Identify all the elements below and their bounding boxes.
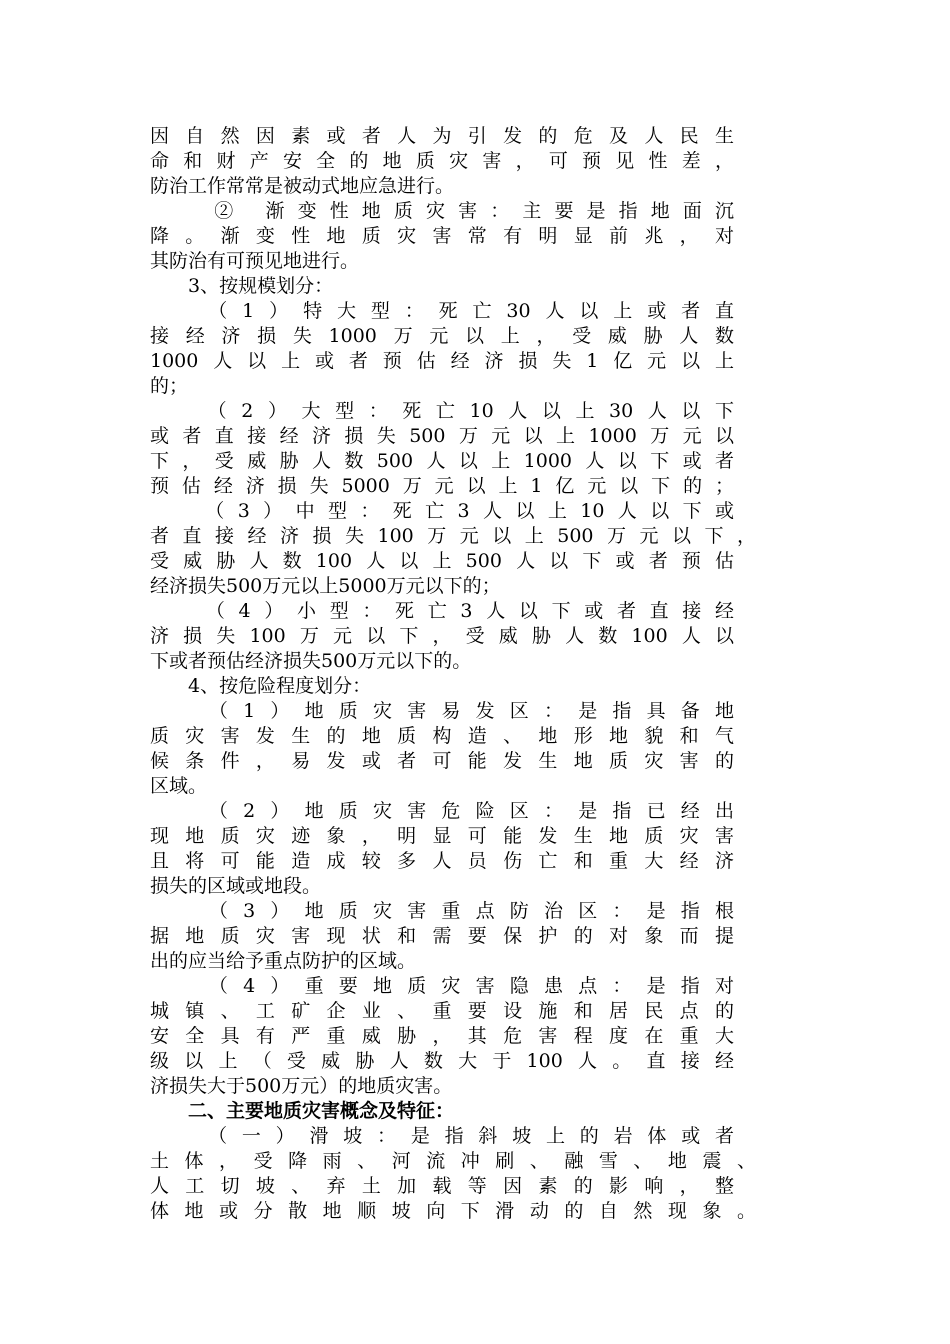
text-line: （2）大型：死亡10人以上30人以下 xyxy=(150,400,734,422)
text-line: 或者直接经济损失500万元以上1000万元以 xyxy=(150,425,734,447)
text-line: 区域。 xyxy=(150,775,208,797)
text-line: 且将可能造成较多人员伤亡和重大经济 xyxy=(150,850,734,872)
section-heading: 4、按危险程度划分： xyxy=(150,675,372,697)
text-line: 体地或分散地顺坡向下滑动的自然现象。 xyxy=(150,1200,756,1222)
text-line: 防治工作常常是被动式地应急进行。 xyxy=(150,175,455,197)
text-line: （2）地质灾害危险区：是指已经出 xyxy=(150,800,734,822)
text-line: 人工切坡、弃土加载等因素的影响，整 xyxy=(150,1175,734,1197)
text-line: 者直接经济损失100万元以上500万元以下， xyxy=(150,525,756,547)
section-heading: 3、按规模划分： xyxy=(150,275,334,297)
text-line: 质灾害发生的地质构造、地形地貌和气 xyxy=(150,725,734,747)
text-line: 1000人以上或者预估经济损失1亿元以上 xyxy=(150,350,734,372)
text-line: 降。渐变性地质灾害常有明显前兆，对 xyxy=(150,225,734,247)
text-line: 预估经济损失5000万元以上1亿元以下的； xyxy=(150,475,734,497)
chapter-heading: 二、主要地质灾害概念及特征： xyxy=(150,1100,455,1122)
text-line: 济损失100万元以下，受威胁人数100人以 xyxy=(150,625,734,647)
text-line: （1）地质灾害易发区：是指具备地 xyxy=(150,700,734,722)
text-line: （1）特大型：死亡30人以上或者直 xyxy=(150,300,734,322)
text-line: （3）地质灾害重点防治区：是指根 xyxy=(150,900,734,922)
text-line: 级以上（受威胁人数大于100人。直接经 xyxy=(150,1050,734,1072)
text-line: 接经济损失1000万元以上，受威胁人数 xyxy=(150,325,734,347)
text-line: 土体，受降雨、河流冲刷、融雪、地震、 xyxy=(150,1150,756,1172)
text-line: 经济损失500万元以上5000万元以下的； xyxy=(150,575,501,597)
text-line: 的； xyxy=(150,375,189,397)
text-line: 命和财产安全的地质灾害，可预见性差， xyxy=(150,150,734,172)
text-line: 其防治有可预见地进行。 xyxy=(150,250,360,272)
text-line: 现地质灾迹象，明显可能发生地质灾害 xyxy=(150,825,734,847)
text-line: 济损失大于500万元）的地质灾害。 xyxy=(150,1075,453,1097)
text-line: 安全具有严重威胁，其危害程度在重大 xyxy=(150,1025,734,1047)
text-line: （一）滑坡：是指斜坡上的岩体或者 xyxy=(150,1125,734,1147)
text-line: 受威胁人数100人以上500人以下或者预估 xyxy=(150,550,734,572)
text-line: 据地质灾害现状和需要保护的对象而提 xyxy=(150,925,734,947)
text-line: 下，受威胁人数500人以上1000人以下或者 xyxy=(150,450,734,472)
text-line: 城镇、工矿企业、重要设施和居民点的 xyxy=(150,1000,734,1022)
text-line: 损失的区域或地段。 xyxy=(150,875,322,897)
text-line: ② 渐变性地质灾害：主要是指地面沉 xyxy=(150,200,734,222)
text-line: （4）小型：死亡3人以下或者直接经 xyxy=(150,600,734,622)
text-line: （4）重要地质灾害隐患点：是指对 xyxy=(150,975,734,997)
text-line: 因自然因素或者人为引发的危及人民生 xyxy=(150,125,734,147)
text-line: 出的应当给予重点防护的区域。 xyxy=(150,950,417,972)
text-line: 候条件，易发或者可能发生地质灾害的 xyxy=(150,750,734,772)
text-line: 下或者预估经济损失500万元以下的。 xyxy=(150,650,472,672)
text-line: （3）中型：死亡3人以上10人以下或 xyxy=(150,500,734,522)
